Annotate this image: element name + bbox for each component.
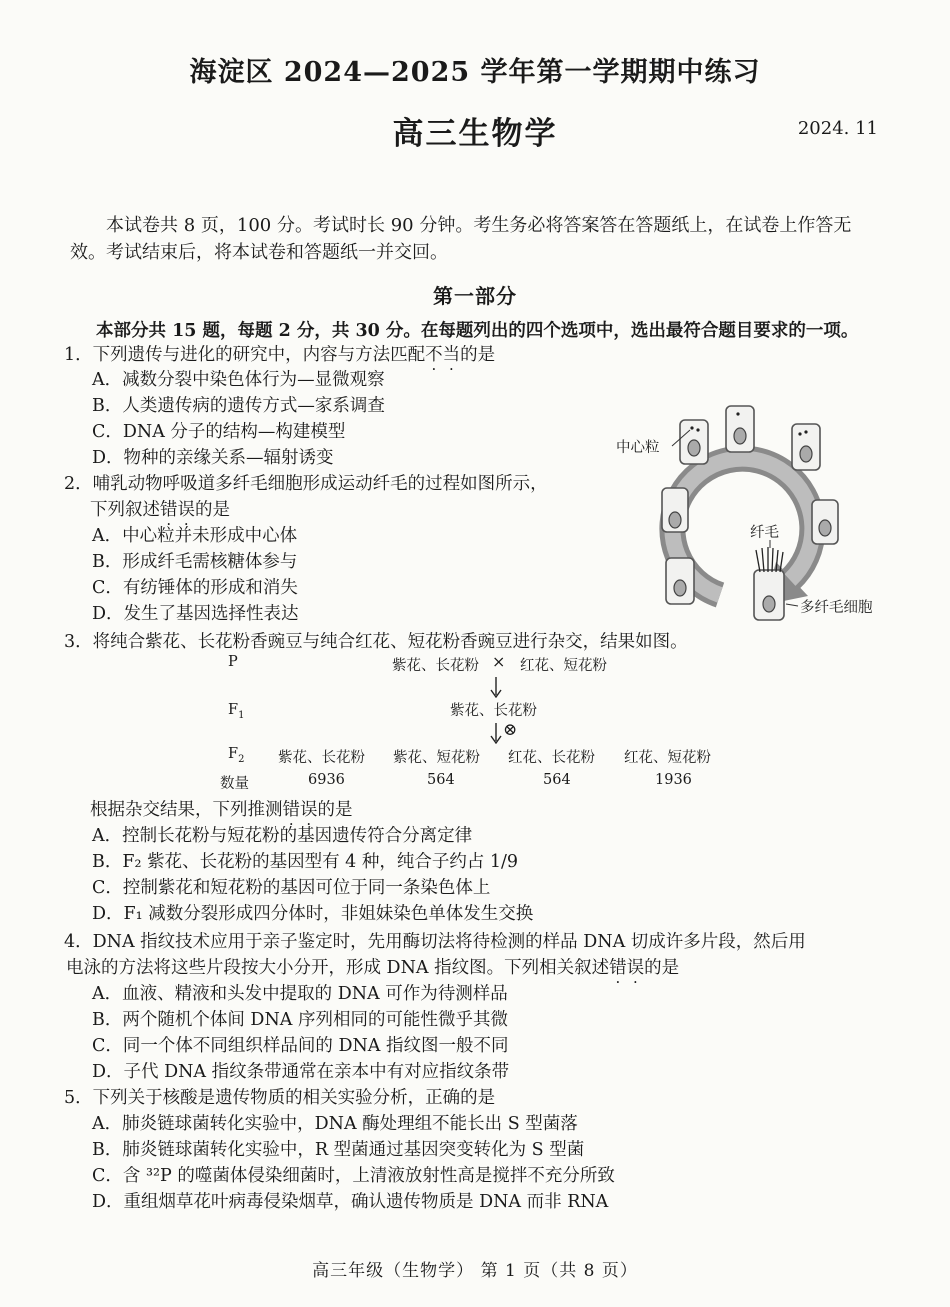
f2-phenotype: 紫花、短花粉	[393, 750, 480, 766]
question-4-option-c: C．同一个体不同组织样品间的 DNA 指纹图一般不同	[92, 1036, 509, 1056]
exam-date: 2024. 11	[797, 118, 878, 139]
question-5-stem: 5．下列关于核酸是遗传物质的相关实验分析，正确的是	[64, 1088, 496, 1108]
question-3-option-a: A．控制长花粉与短花粉的基因遗传符合分离定律	[92, 826, 473, 846]
question-2-option-b: B．形成纤毛需核糖体参与	[92, 552, 298, 572]
emphasis-mark: 不	[425, 345, 443, 365]
question-1-stem: 1．下列遗传与进化的研究中，内容与方法匹配不当的是	[64, 341, 495, 366]
question-3-stem: 3．将纯合紫花、长花粉香豌豆与纯合红花、短花粉香豌豆进行杂交，结果如图。	[64, 632, 688, 652]
f2-count: 564	[427, 772, 455, 788]
cross-p-label: P	[228, 654, 238, 670]
part-title: 第一部分	[433, 284, 517, 308]
count-label: 数量	[220, 776, 249, 792]
question-1-option-b: B．人类遗传病的遗传方式—家系调查	[92, 396, 385, 416]
f2-count: 1936	[655, 772, 692, 788]
question-3-option-c: C．控制紫花和短花粉的基因可位于同一条染色体上	[92, 878, 491, 898]
arrow-down-icon	[489, 722, 503, 744]
question-1-option-d: D．物种的亲缘关系—辐射诱变	[92, 448, 334, 468]
f2-phenotype: 红花、短花粉	[624, 750, 711, 766]
question-1-option-a: A．减数分裂中染色体行为—显微观察	[92, 370, 385, 390]
f2-count: 564	[543, 772, 571, 788]
label-centriole: 中心粒	[616, 440, 660, 456]
question-5-option-a: A．肺炎链球菌转化实验中，DNA 酶处理组不能长出 S 型菌落	[92, 1114, 578, 1134]
question-5-option-d: D．重组烟草花叶病毒侵染烟草，确认遗传物质是 DNA 而非 RNA	[92, 1192, 609, 1212]
cross-f1-phenotype: 紫花、长花粉	[450, 703, 537, 719]
cross-p-right: 红花、短花粉	[520, 658, 607, 674]
label-ciliated-cell: 多纤毛细胞	[800, 600, 873, 616]
emphasis-mark: 误	[626, 958, 645, 978]
question-2-stem-cont: 下列叙述错误的是	[90, 496, 230, 521]
question-4-stem-cont: 电泳的方法将这些片段按大小分开，形成 DNA 指纹图。下列相关叙述错误的是	[66, 954, 679, 979]
subject-title: 高三生物学	[392, 116, 558, 152]
part-description: 本部分共 15 题，每题 2 分，共 30 分。在每题列出的四个选项中，选出最符合题目要求的一项。	[96, 321, 859, 341]
f2-phenotype: 紫花、长花粉	[278, 750, 365, 766]
question-3-option-b: B．F₂ 紫花、长花粉的基因型有 4 种，纯合子约占 1/9	[92, 852, 519, 872]
question-4-option-d: D．子代 DNA 指纹条带通常在亲本中有对应指纹条带	[92, 1062, 510, 1082]
label-line-cell	[786, 604, 798, 606]
f2-count: 6936	[308, 772, 345, 788]
question-3-follow: 根据杂交结果，下列推测错误的是	[90, 796, 353, 821]
emphasis-mark: 错	[160, 500, 178, 520]
question-5-option-b: B．肺炎链球菌转化实验中，R 型菌通过基因突变转化为 S 型菌	[92, 1140, 585, 1160]
cross-symbol: ×	[492, 652, 506, 671]
question-2-option-a: A．中心粒并未形成中心体	[92, 526, 298, 546]
question-5-option-c: C．含 ³²P 的噬菌体侵染细菌时，上清液放射性高是搅拌不充分所致	[92, 1166, 615, 1186]
page-footer: 高三年级（生物学） 第 1 页（共 8 页）	[312, 1261, 638, 1281]
question-2-option-d: D．发生了基因选择性表达	[92, 604, 299, 624]
cross-p-left: 紫花、长花粉	[392, 658, 479, 674]
question-4-stem: 4．DNA 指纹技术应用于亲子鉴定时，先用酶切法将待检测的样品 DNA 切成许多片段，然后用	[64, 932, 806, 952]
emphasis-mark: 错	[609, 958, 627, 978]
emphasis-mark: 当	[442, 345, 461, 365]
emphasis-mark: 错	[282, 800, 300, 820]
exam-instructions: 本试卷共 8 页，100 分。考试时长 90 分钟。考生务必将答案答在答题纸上，在试卷上作答无效。考试结束后，将本试卷和答题纸一并交回。	[70, 215, 852, 263]
cross-f2-label: $F_2$	[228, 746, 245, 765]
question-1-option-c: C．DNA 分子的结构—构建模型	[92, 422, 346, 442]
cell	[662, 406, 838, 620]
cross-f1-label: $F_1$	[228, 702, 245, 721]
label-cilia: 纤毛	[750, 525, 779, 541]
question-4-option-a: A．血液、精液和头发中提取的 DNA 可作为待测样品	[92, 984, 508, 1004]
selfing-symbol: ⊗	[503, 720, 518, 740]
arrow-down-icon	[489, 676, 503, 698]
emphasis-mark: 误	[300, 800, 318, 820]
f2-phenotype: 红花、长花粉	[508, 750, 595, 766]
cilia-formation-figure	[600, 400, 890, 630]
question-2-option-c: C．有纺锤体的形成和消失	[92, 578, 298, 598]
question-4-option-b: B．两个随机个体间 DNA 序列相同的可能性微乎其微	[92, 1010, 508, 1030]
exam-title: 海淀区 2024—2025 学年第一学期期中练习	[189, 57, 761, 88]
question-3-option-d: D．F₁ 减数分裂形成四分体时，非姐妹染色单体发生交换	[92, 904, 534, 924]
emphasis-mark: 误	[177, 500, 195, 520]
question-2-stem: 2．哺乳动物呼吸道多纤毛细胞形成运动纤毛的过程如图所示，	[64, 474, 548, 494]
